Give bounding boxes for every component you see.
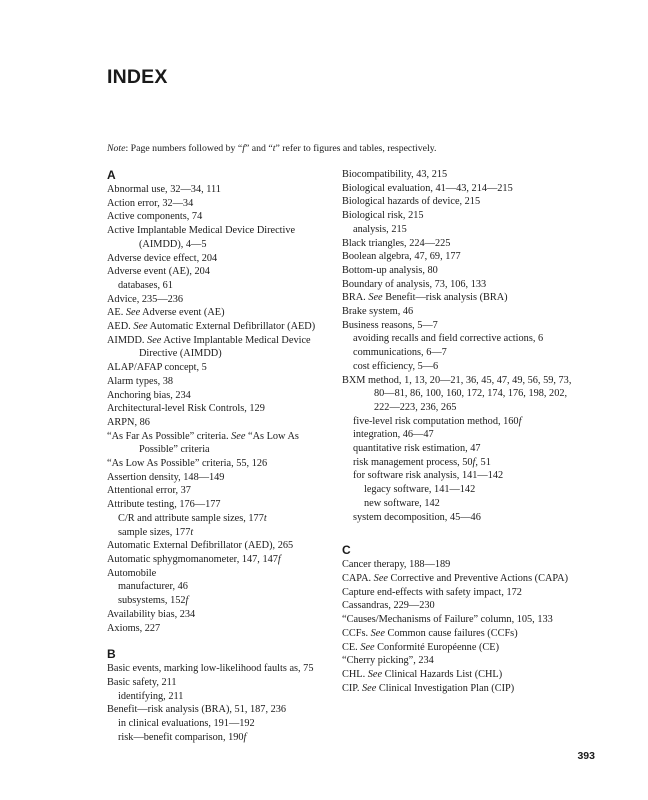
index-entry: Biological hazards of device, 215: [342, 196, 481, 208]
index-entry: Basic events, marking low-likelihood faults as, 75: [107, 663, 314, 675]
index-entry: AED. See Automatic External Defibrillator (AED): [107, 321, 316, 333]
index-subentry: databases, 61: [118, 279, 173, 291]
index-entry: AIMDD. See Active Implantable Medical Device Directive (AIMDD): [107, 334, 311, 360]
index-subentry: in clinical evaluations, 191—192: [118, 718, 255, 730]
index-entry: Availability bias, 234: [107, 608, 196, 620]
index-entry: Biological evaluation, 41—43, 214—215: [342, 182, 513, 194]
index-entry: ARPN, 86: [107, 416, 150, 428]
index-entry: Cassandras, 229—230: [342, 600, 435, 612]
note-f: f: [242, 143, 245, 154]
section-letter: A: [107, 168, 116, 182]
index-subentry: system decomposition, 45—46: [353, 511, 481, 523]
index-section: [107, 168, 332, 635]
index-entry: Benefit—risk analysis (BRA), 51, 187, 236: [107, 704, 287, 716]
index-entry: Bottom-up analysis, 80: [342, 264, 438, 276]
index-entry: Biocompatibility, 43, 215: [342, 169, 448, 180]
index-subentry: avoiding recalls and field corrective actions, 6: [353, 333, 544, 345]
note-text-2: ” and “: [244, 143, 273, 154]
index-subentry: manufacturer, 46: [118, 581, 188, 593]
index-column-right: [342, 168, 578, 695]
index-subentry: quantitative risk estimation, 47: [353, 443, 481, 455]
index-entry: ALAP/AFAP concept, 5: [107, 362, 207, 374]
index-subentry: legacy software, 141—142: [364, 484, 476, 496]
index-subentry: integration, 46—47: [353, 429, 434, 441]
index-subentry: five-level risk computation method, 160f: [353, 415, 522, 427]
index-entry: Boolean algebra, 47, 69, 177: [342, 251, 461, 263]
index-entry: Cancer therapy, 188—189: [342, 559, 451, 571]
index-entry: Abnormal use, 32—34, 111: [107, 184, 221, 195]
index-subentry: identifying, 211: [118, 690, 184, 702]
index-subentry: C/R and attribute sample sizes, 177t: [118, 512, 267, 524]
index-entry: Action error, 32—34: [107, 197, 194, 209]
index-entry: Active components, 74: [107, 211, 203, 223]
index-section: [342, 543, 578, 695]
index-entry: Adverse device effect, 204: [107, 252, 218, 264]
index-entry: AE. See Adverse event (AE): [107, 307, 225, 319]
section-letter: C: [342, 543, 351, 558]
note-text-1: : Page numbers followed by “: [125, 143, 243, 154]
index-subentry: for software risk analysis, 141—142: [353, 470, 504, 482]
index-subentry: risk management process, 50f, 51: [353, 456, 491, 468]
index-entry: Alarm types, 38: [107, 375, 174, 387]
index-subentry: analysis, 215: [353, 223, 407, 235]
index-entry: BXM method, 1, 13, 20—21, 36, 45, 47, 49, 56, 59, 73, 80—81, 86, 100, 160, 172, 174, 176, 198, 202, 222—223, 236, 265: [342, 374, 572, 413]
section-letter: B: [107, 647, 116, 662]
index-section: [107, 647, 332, 744]
index-subentry: subsystems, 152f: [118, 595, 189, 607]
index-entry: CIP. See Clinical Investigation Plan (CIP): [342, 682, 515, 694]
page-title: INDEX: [107, 66, 168, 88]
index-subentry: cost efficiency, 5—6: [353, 360, 439, 372]
index-entry: Axioms, 227: [107, 622, 161, 634]
index-entry: Biological risk, 215: [342, 210, 424, 222]
index-note: [107, 142, 547, 155]
index-column-left: [107, 168, 332, 744]
index-entry: Boundary of analysis, 73, 106, 133: [342, 278, 487, 290]
index-entry: Capture end-effects with safety impact, 172: [342, 586, 522, 598]
index-section: [342, 168, 578, 524]
index-entry: “Causes/Mechanisms of Failure” column, 105, 133: [342, 614, 553, 626]
index-entry: “As Far As Possible” criteria. See “As Low As Possible” criteria: [107, 430, 299, 456]
note-label: Note: [107, 143, 126, 154]
index-subentry: risk—benefit comparison, 190f: [118, 731, 247, 743]
index-subentry: sample sizes, 177t: [118, 526, 194, 538]
index-subentry: communications, 6—7: [353, 347, 447, 359]
index-entry: Attribute testing, 176—177: [107, 499, 221, 511]
index-entry: Brake system, 46: [342, 306, 414, 318]
index-entry: CAPA. See Corrective and Preventive Actions (CAPA): [342, 572, 569, 584]
index-entry: “As Low As Possible” criteria, 55, 126: [107, 458, 268, 470]
index-entry: CE. See Conformité Européenne (CE): [342, 641, 499, 653]
page-number: 393: [577, 750, 595, 762]
index-entry: CCFs. See Common cause failures (CCFs): [342, 627, 518, 639]
index-entry: Basic safety, 211: [107, 676, 177, 688]
index-entry: Adverse event (AE), 204: [107, 266, 210, 278]
index-entry: Architectural-level Risk Controls, 129: [107, 403, 265, 415]
index-entry: Automatic sphygmomanometer, 147, 147f: [107, 553, 281, 565]
index-entry: Anchoring bias, 234: [107, 389, 191, 401]
index-entry: Black triangles, 224—225: [342, 237, 451, 249]
index-entry: “Cherry picking”, 234: [342, 655, 434, 667]
note-text-3: ” refer to figures and tables, respectively.: [275, 143, 437, 154]
index-entry: CHL. See Clinical Hazards List (CHL): [342, 668, 503, 680]
index-entry: Automatic External Defibrillator (AED), 265: [107, 540, 294, 552]
index-entry: Attentional error, 37: [107, 485, 191, 497]
index-entry: Automobile: [107, 567, 157, 579]
index-entry: Active Implantable Medical Device Directive (AIMDD), 4—5: [107, 225, 296, 250]
index-entry: Assertion density, 148—149: [107, 471, 225, 483]
index-entry: Business reasons, 5—7: [342, 319, 438, 331]
note-t: t: [272, 143, 276, 154]
index-subentry: new software, 142: [364, 497, 440, 509]
index-entry: Advice, 235—236: [107, 293, 184, 305]
index-entry: BRA. See Benefit—risk analysis (BRA): [342, 292, 508, 304]
